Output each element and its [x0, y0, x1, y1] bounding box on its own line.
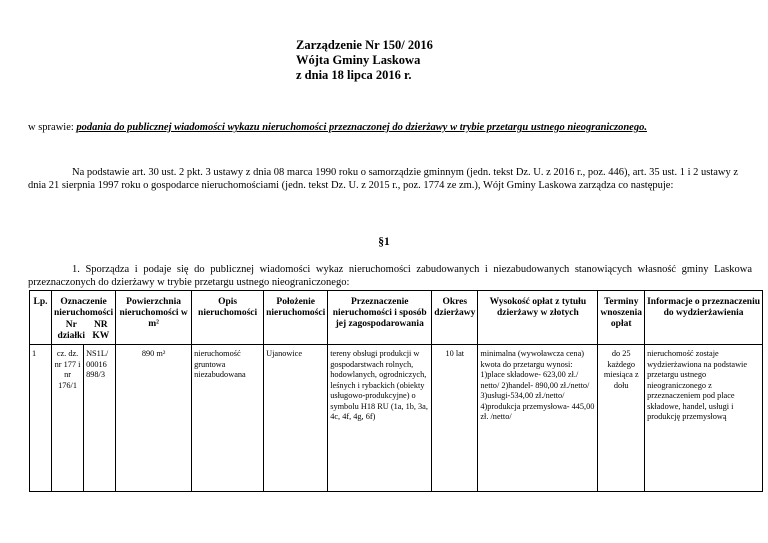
header-informacje: Informacje o przeznaczeniu do wydzierżawienia: [645, 291, 763, 345]
cell-oznaczenie: [52, 345, 116, 492]
cell-opis: nieruchomość gruntowa niezabudowana: [192, 345, 264, 492]
legal-basis: [28, 166, 752, 192]
cell-polozenie: Ujanowice: [264, 345, 328, 492]
header-polozenie: Położenie nieruchomości: [264, 291, 328, 345]
cell-okres: 10 lat: [432, 345, 478, 492]
paragraph-mark: §1: [378, 236, 390, 248]
table-header-row: [30, 291, 763, 345]
title-line-2: Wójta Gminy Laskowa: [296, 53, 421, 67]
header-nr-kw: NR KW: [92, 320, 110, 341]
cell-powierzchnia: 890 m²: [116, 345, 192, 492]
subject-text: podania do publicznej wiadomości wykazu nieruchomości przeznaczonej do dzierżawy w trybie przetargu ustnego nieograniczonego.: [76, 122, 647, 133]
header-wysokosc: Wysokość opłat z tytułu dzierżawy w złotych: [478, 291, 598, 345]
header-opis: Opis nieruchomości: [192, 291, 264, 345]
legal-basis-text: Na podstawie art. 30 ust. 2 pkt. 3 ustawy z dnia 08 marca 1990 roku o samorządzie gminnym (jedn. tekst Dz. U. z 2016 r., poz. 446), art. 35 ust. 1 i 2 ustawy z dnia 21 sierpnia 1997 roku o gospodarce nieruchomościami (jedn. tekst Dz. U. z 2015 r., poz. 1774 ze zm.), Wójt Gminy Laskowa zarządza co następuje:: [28, 167, 739, 191]
header-powierzchnia: Powierzchnia nieruchomości w m²: [116, 291, 192, 345]
header-oznaczenie-label: Oznaczenie nieruchomości: [54, 297, 114, 318]
header-terminy: Terminy wnoszenia opłat: [598, 291, 645, 345]
cell-wysokosc: minimalna (wywoławcza cena) kwota do przetargu wynosi: 1)place składowe- 623,00 zł./ netto/ 2)handel- 890,00 zł./netto/ 3)usługi-534,00 zł./netto/ 4)produkcja przemysłowa- 445,00 zł. /netto/: [478, 345, 598, 492]
point-1: [28, 263, 752, 289]
subject-line: [28, 122, 647, 133]
point-1-text: 1. Sporządza i podaje się do publicznej wiadomości wykaz nieruchomości zabudowanych i niezabudowanych stanowiących własność gminy Laskowa przeznaczonych do dzierżawy w trybie przetargu ustnego nieograniczonego:: [28, 264, 752, 288]
header-nr-dzialki: Nr działki: [57, 320, 85, 341]
cell-informacje: nieruchomość zostaje wydzierżawiona na podstawie przetargu ustnego nieograniczonego z przeznaczeniem pod place składowe, handel, usługi i produkcję przemysłową: [645, 345, 763, 492]
subject-prefix: w sprawie:: [28, 122, 77, 133]
cell-nr-kw: NS1L/ 00016 898/3: [83, 345, 115, 491]
title-line-1: Zarządzenie Nr 150/ 2016: [296, 38, 433, 52]
cell-nr-dzialki: cz. dz. nr 177 i nr 176/1: [54, 349, 81, 390]
header-lp: Lp.: [30, 291, 52, 345]
cell-przeznaczenie: tereny obsługi produkcji w gospodarstwach rolnych, hodowlanych, ogrodniczych, leśnych i rybackich (obiekty usługowo-produkcyjne) o symbolu H18 RU (1a, 1b, 3a, 4c, 4f, 4g, 6f): [328, 345, 432, 492]
document-title: [296, 38, 433, 83]
header-okres: Okres dzierżawy: [432, 291, 478, 345]
cell-lp: 1: [30, 345, 52, 492]
cell-terminy: do 25 każdego miesiąca z dołu: [598, 345, 645, 492]
table-row: [30, 345, 763, 492]
header-oznaczenie: [52, 291, 116, 345]
header-przeznaczenie: Przeznaczenie nieruchomości i sposób jej zagospodarowania: [328, 291, 432, 345]
title-line-3: z dnia 18 lipca 2016 r.: [296, 68, 412, 82]
property-table: [29, 290, 763, 492]
